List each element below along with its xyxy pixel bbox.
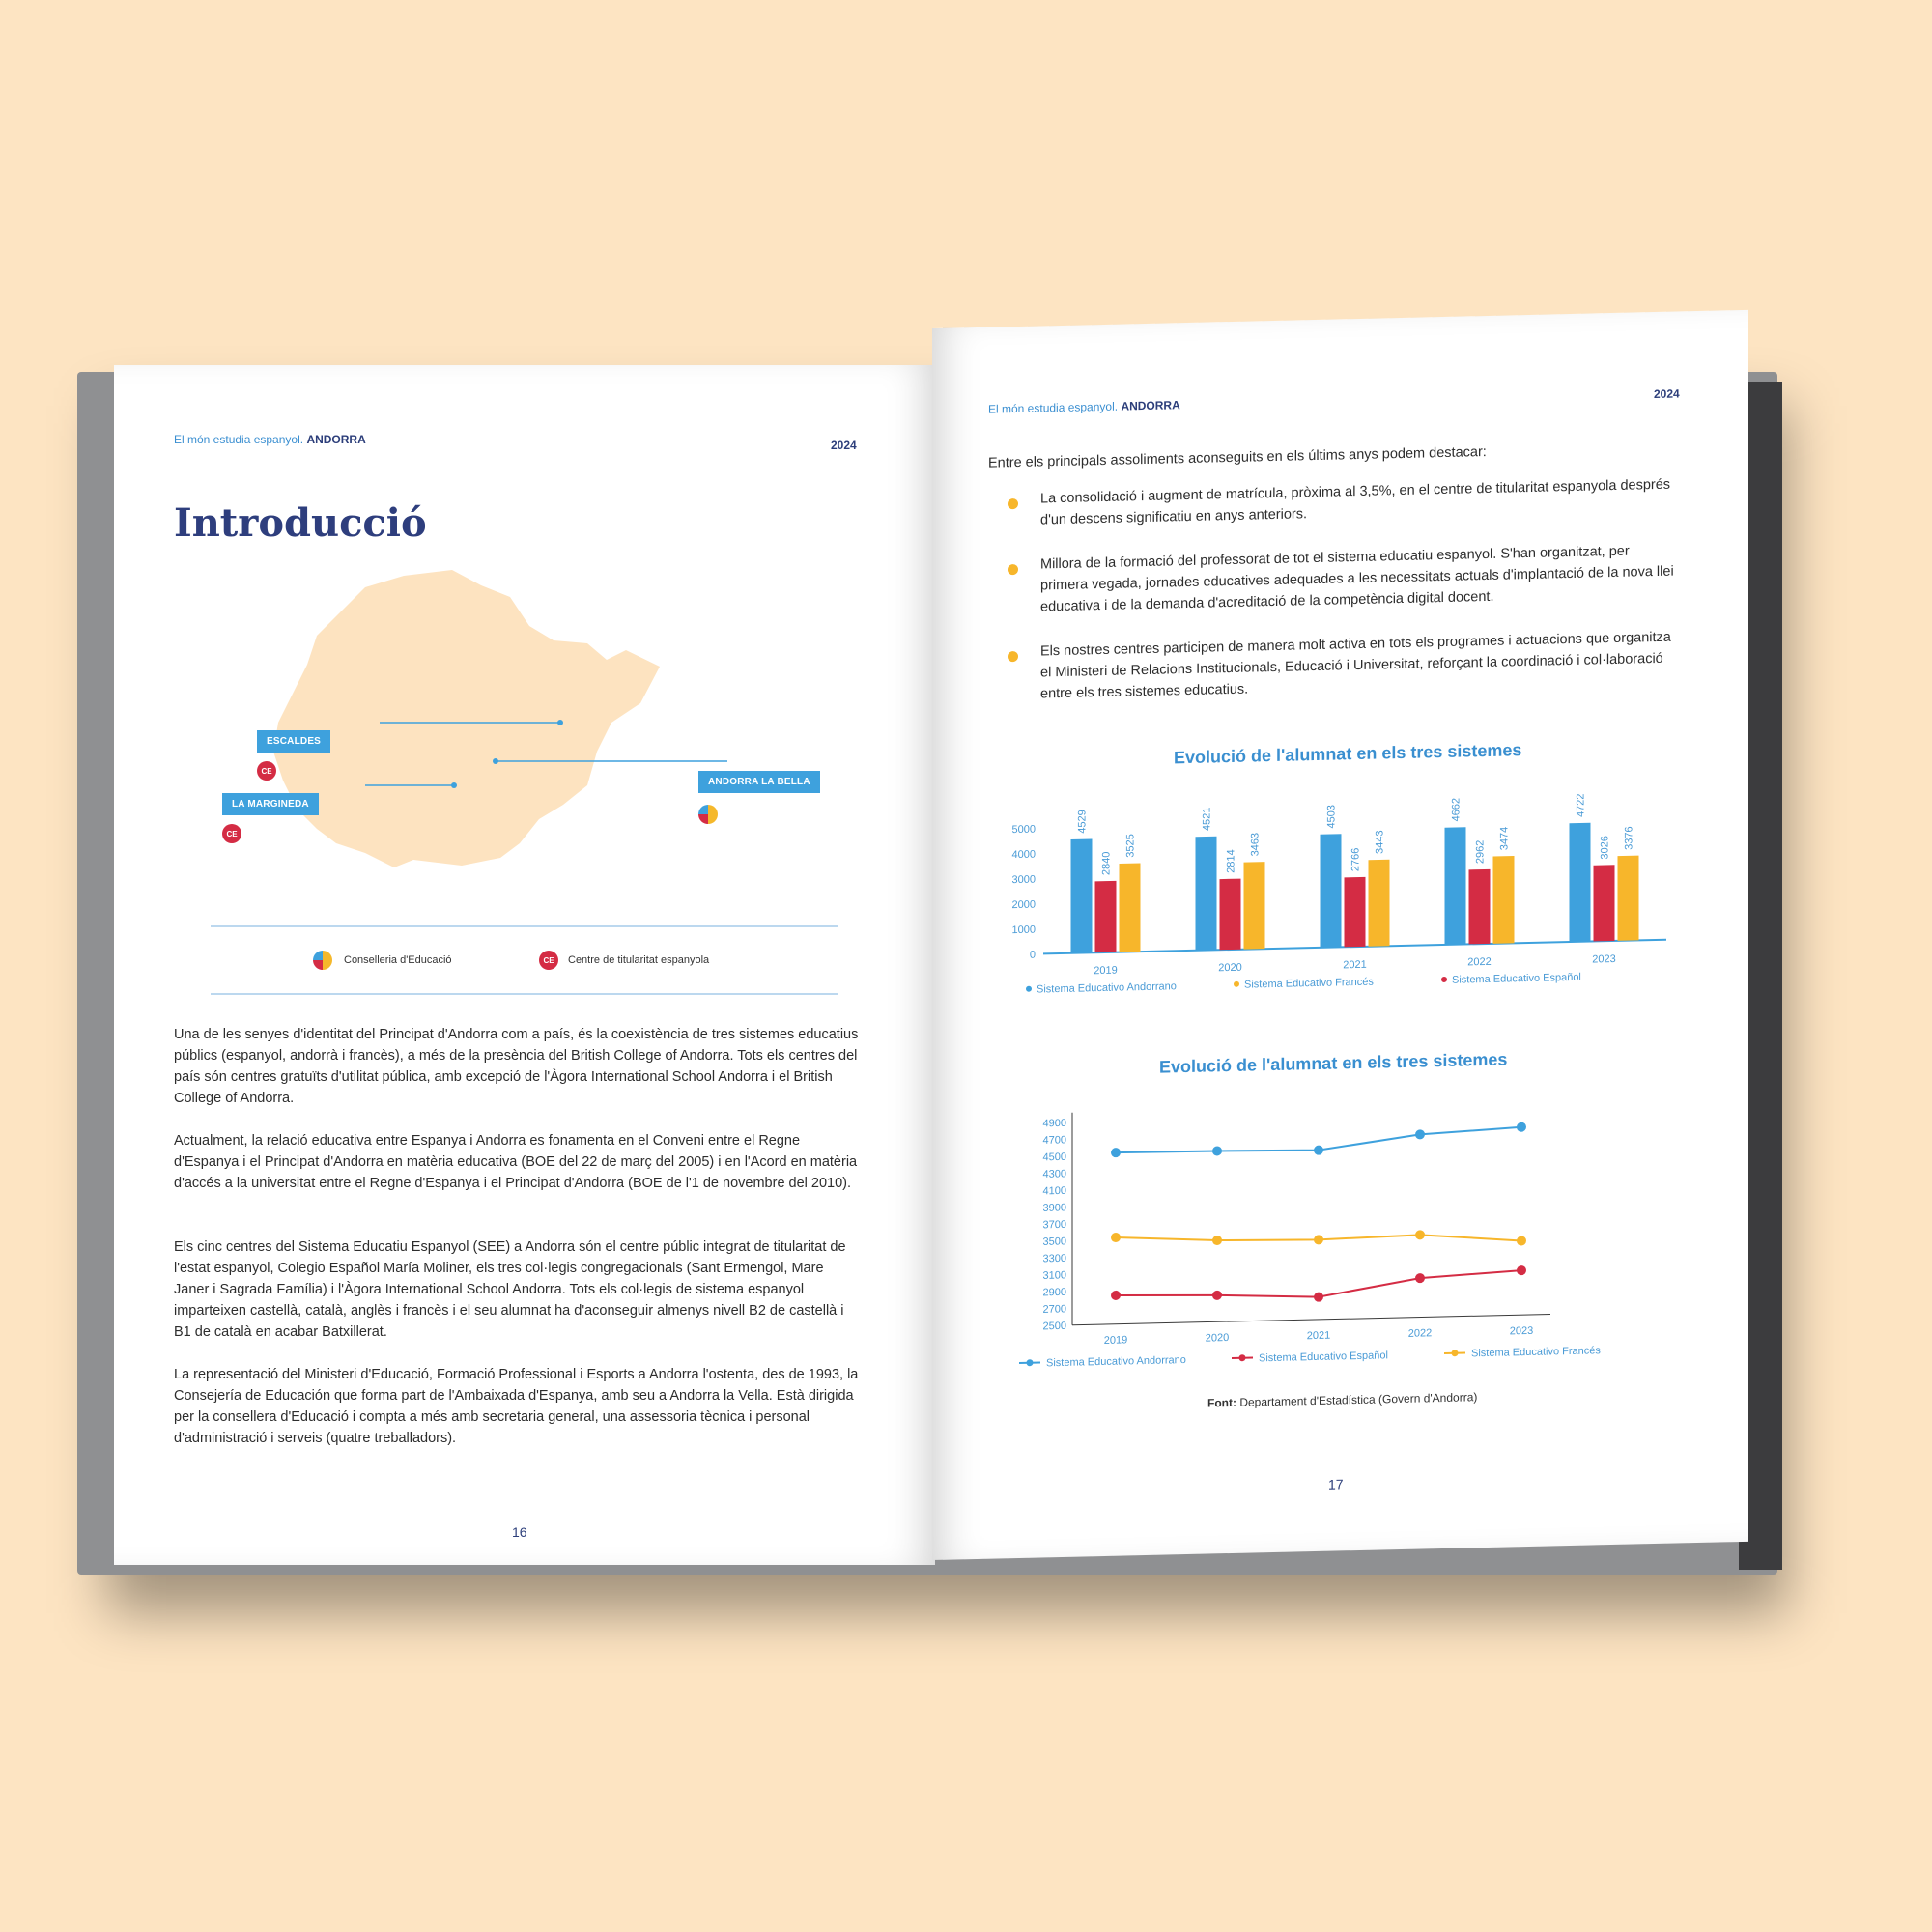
- paragraph-4: La representació del Ministeri d'Educació, Formació Professional i Esports a Andorra l'ostenta, des de 1993, la Consejería de Educación que forma part de l'Ambaixada d'Espanya, amb seu a Andorra la Vella. Està dirigida per la consellera d'Educació i compta a més amb secretaria general, una assessoria tècnica i personal d'administració i serveis (quatre treballadors).: [174, 1367, 859, 1446]
- bar-value-label: 3474: [1498, 826, 1511, 851]
- x-tick-label: 2020: [1205, 1332, 1230, 1345]
- margineda-point: [451, 782, 457, 788]
- bar-2020-2: [1244, 862, 1265, 950]
- page-number-right: 17: [1328, 1476, 1344, 1492]
- series-point-0: [1415, 1129, 1425, 1139]
- bar-2021-1: [1345, 877, 1366, 947]
- bar-value-label: 4722: [1575, 793, 1587, 818]
- bullet-3-text: Els nostres centres participen de manera molt activa en tots els programes i actuacions que organitza el Ministeri de Relacions Institucionals, Educació i Universitat, reforçant la coordinació i col·laboració entre els tres sistemes educatius.: [1040, 629, 1671, 702]
- series-point-1: [1517, 1265, 1526, 1275]
- source-note: [1208, 1390, 1477, 1409]
- header-year: 2024: [831, 439, 857, 452]
- series-point-0: [1314, 1146, 1323, 1155]
- ce-badge-escaldes: CE: [257, 761, 276, 781]
- y-tick-label: 4900: [1042, 1117, 1066, 1130]
- y-tick-label: 3000: [1011, 873, 1036, 887]
- y-tick-label: 4700: [1042, 1134, 1066, 1147]
- bar-value-label: 3026: [1599, 835, 1611, 860]
- bar-value-label: 4503: [1325, 804, 1338, 829]
- x-tick-label: 2021: [1306, 1329, 1331, 1343]
- bar-2022-0: [1445, 827, 1466, 945]
- bar-2023-1: [1594, 865, 1615, 941]
- bar-2022-1: [1469, 869, 1491, 945]
- map-label-escaldes: ESCALDES: [257, 730, 330, 753]
- andorra-la-bella-point: [493, 758, 498, 764]
- x-tick-label: 2019: [1094, 964, 1118, 978]
- legend-label: Sistema Educativo Español: [1259, 1350, 1388, 1365]
- series-point-0: [1212, 1146, 1222, 1155]
- x-tick-label: 2023: [1509, 1324, 1534, 1338]
- escaldes-point: [557, 720, 563, 725]
- y-tick-label: 2900: [1042, 1286, 1066, 1299]
- bar-2022-2: [1493, 856, 1515, 944]
- y-tick-label: 3100: [1042, 1269, 1066, 1282]
- running-header: [174, 433, 366, 446]
- legend-consell-label: Conselleria d'Educació: [344, 954, 452, 966]
- bullet-2-dot: [1008, 564, 1018, 575]
- y-tick-label: 4300: [1042, 1168, 1066, 1180]
- bullet-1-dot: [1008, 498, 1018, 509]
- y-tick-label: 3900: [1042, 1202, 1066, 1214]
- ce-badge-la-margineda: CE: [222, 824, 242, 843]
- legend-marker: [1239, 1354, 1246, 1361]
- paragraph-3: Els cinc centres del Sistema Educatiu Espanyol (SEE) a Andorra són el centre públic integrat de titularitat de l'estat espanyol, Colegio Español María Moliner, els tres col·legis congregacionals (Sant Ermengol, Mare Janer i Sagrada Família) i l'Àgora International School Andorra. Tots els col·legis de sistema espanyol imparteixen castellà, català, anglès i francès i el seu alumnat ha d'aconseguir almenys nivell B2 de castellà i B1 de català en acabar Batxillerat.: [174, 1239, 846, 1340]
- y-tick-label: 2000: [1011, 898, 1036, 912]
- left-page: [114, 365, 935, 1565]
- y-tick-label: 3700: [1042, 1218, 1066, 1232]
- series-point-2: [1314, 1235, 1323, 1244]
- legend-marker: [1026, 986, 1032, 992]
- bar-value-label: 2962: [1474, 839, 1487, 865]
- page-number-left: 16: [512, 1524, 527, 1540]
- bullet-1-text: La consolidació i augment de matrícula, pròxima al 3,5%, en el centre de titularitat espanyola després d'un descens significatiu en anys anteriors.: [1040, 476, 1671, 528]
- header-prefix: El món estudia espanyol.: [174, 433, 304, 446]
- legend-divider-top: [211, 925, 838, 927]
- source-text: Departament d'Estadística (Govern d'Andorra): [1239, 1390, 1478, 1409]
- y-tick-label: 4100: [1042, 1184, 1066, 1198]
- bar-value-label: 2814: [1225, 849, 1237, 873]
- bar-value-label: 4662: [1450, 797, 1463, 822]
- bar-2019-0: [1071, 838, 1093, 952]
- bar-2023-0: [1570, 823, 1591, 942]
- series-point-2: [1517, 1236, 1526, 1245]
- x-tick-label: 2019: [1103, 1334, 1128, 1347]
- map-label-la-margineda: LA MARGINEDA: [222, 793, 319, 815]
- y-tick-label: 3300: [1042, 1252, 1066, 1265]
- legend-divider-bottom: [211, 993, 838, 995]
- legend-label: Sistema Educativo Español: [1452, 971, 1581, 986]
- bullet-2-text: Millora de la formació del professorat de tot el sistema educatiu espanyol. S'han organitzat, per primera vegada, jornades educatives adequades a les necessitats actuals d'implantació de la nova llei educativa i de la demanda d'acreditació de la competència digital docent.: [1040, 543, 1674, 615]
- line-chart-title: Evolució de l'alumnat en els tres sistemes: [1159, 1049, 1508, 1077]
- series-point-0: [1517, 1122, 1526, 1132]
- x-tick-label: 2021: [1343, 958, 1367, 972]
- legend-marker: [1441, 977, 1447, 982]
- andorra-map-shape: [273, 570, 660, 867]
- y-tick-label: 3500: [1042, 1236, 1066, 1248]
- y-tick-label: 1000: [1011, 923, 1036, 937]
- series-point-0: [1111, 1148, 1121, 1157]
- bar-2020-1: [1220, 879, 1241, 951]
- ce-legend-badge: CE: [539, 951, 558, 970]
- legend-label: Sistema Educativo Francés: [1244, 976, 1374, 991]
- right-page: [932, 310, 1748, 1560]
- series-point-2: [1212, 1236, 1222, 1245]
- line-chart: [1019, 1079, 1695, 1384]
- y-tick-label: 4500: [1042, 1151, 1066, 1164]
- bar-value-label: 2840: [1100, 851, 1113, 876]
- y-tick-label: 4000: [1011, 848, 1036, 862]
- bar-value-label: 3463: [1249, 832, 1262, 857]
- andorra-map: [172, 558, 752, 887]
- x-tick-label: 2022: [1467, 955, 1492, 969]
- bar-value-label: 4529: [1076, 810, 1089, 834]
- y-tick-label: 2500: [1042, 1320, 1066, 1333]
- legend-label: Sistema Educativo Francés: [1471, 1345, 1601, 1360]
- x-axis: [1072, 1314, 1550, 1324]
- legend-label: Sistema Educativo Andorrano: [1037, 980, 1177, 996]
- y-tick-label: 2700: [1042, 1303, 1066, 1316]
- series-point-1: [1314, 1293, 1323, 1302]
- y-tick-label: 0: [1029, 949, 1036, 961]
- running-header-right: [988, 398, 1180, 416]
- map-label-andorra-la-bella: ANDORRA LA BELLA: [698, 771, 820, 793]
- series-point-2: [1111, 1233, 1121, 1242]
- bar-value-label: 3525: [1124, 834, 1137, 858]
- header-country: ANDORRA: [306, 433, 366, 446]
- bar-2023-2: [1618, 856, 1639, 941]
- bar-2021-0: [1321, 834, 1342, 948]
- series-point-2: [1415, 1230, 1425, 1239]
- bar-2021-2: [1369, 860, 1390, 947]
- paragraph-2: Actualment, la relació educativa entre Espanya i Andorra es fonamenta en el Conveni entre el Regne d'Espanya i el Principat d'Andorra en matèria educativa (BOE del 22 de març del 2005) i en l'Acord en matèria d'accés a la universitat entre el Regne d'Espanya i el Principat d'Andorra (BOE de l'1 de novembre del 2010).: [174, 1133, 858, 1191]
- bar-2019-1: [1095, 881, 1117, 952]
- header-country-right: ANDORRA: [1121, 398, 1180, 413]
- bar-2020-0: [1196, 837, 1217, 951]
- bar-chart: [990, 765, 1705, 1033]
- paragraph-1: Una de les senyes d'identitat del Principat d'Andorra com a país, és la coexistència de tres sistemes educatius públics (espanyol, andorrà i francès), a més de la presència del British College of Andorra. Tots els centres del país són centres gratuïts d'utilitat pública, amb excepció de l'Àgora International School Andorra i el British College of Andorra.: [174, 1027, 859, 1106]
- legend-marker: [1452, 1350, 1459, 1356]
- series-point-1: [1212, 1291, 1222, 1300]
- consell-icon-map: [698, 805, 718, 824]
- bar-2019-2: [1120, 863, 1141, 952]
- x-tick-label: 2020: [1218, 961, 1242, 975]
- header-year-right: 2024: [1654, 386, 1680, 402]
- bar-value-label: 3443: [1374, 830, 1386, 855]
- achievements-intro: Entre els principals assoliments aconseguits en els últims anys podem destacar:: [988, 443, 1487, 471]
- consell-legend-icon: [313, 951, 332, 970]
- header-prefix-right: El món estudia espanyol.: [988, 399, 1119, 416]
- legend-marker: [1234, 981, 1239, 987]
- series-point-1: [1415, 1273, 1425, 1283]
- x-tick-label: 2023: [1592, 952, 1616, 966]
- bar-value-label: 4521: [1201, 807, 1213, 832]
- source-label: Font:: [1208, 1395, 1236, 1410]
- bar-value-label: 3376: [1623, 826, 1635, 850]
- legend-marker: [1027, 1359, 1034, 1366]
- x-tick-label: 2022: [1407, 1327, 1433, 1340]
- y-tick-label: 5000: [1011, 823, 1036, 837]
- series-point-1: [1111, 1291, 1121, 1300]
- legend-label: Sistema Educativo Andorrano: [1046, 1354, 1186, 1370]
- bullet-3-dot: [1008, 651, 1018, 662]
- bar-value-label: 2766: [1350, 847, 1362, 872]
- bar-chart-title: Evolució de l'alumnat en els tres sistemes: [1174, 740, 1522, 768]
- page-title: Introducció: [174, 500, 427, 546]
- legend-centre-label: Centre de titularitat espanyola: [568, 954, 710, 966]
